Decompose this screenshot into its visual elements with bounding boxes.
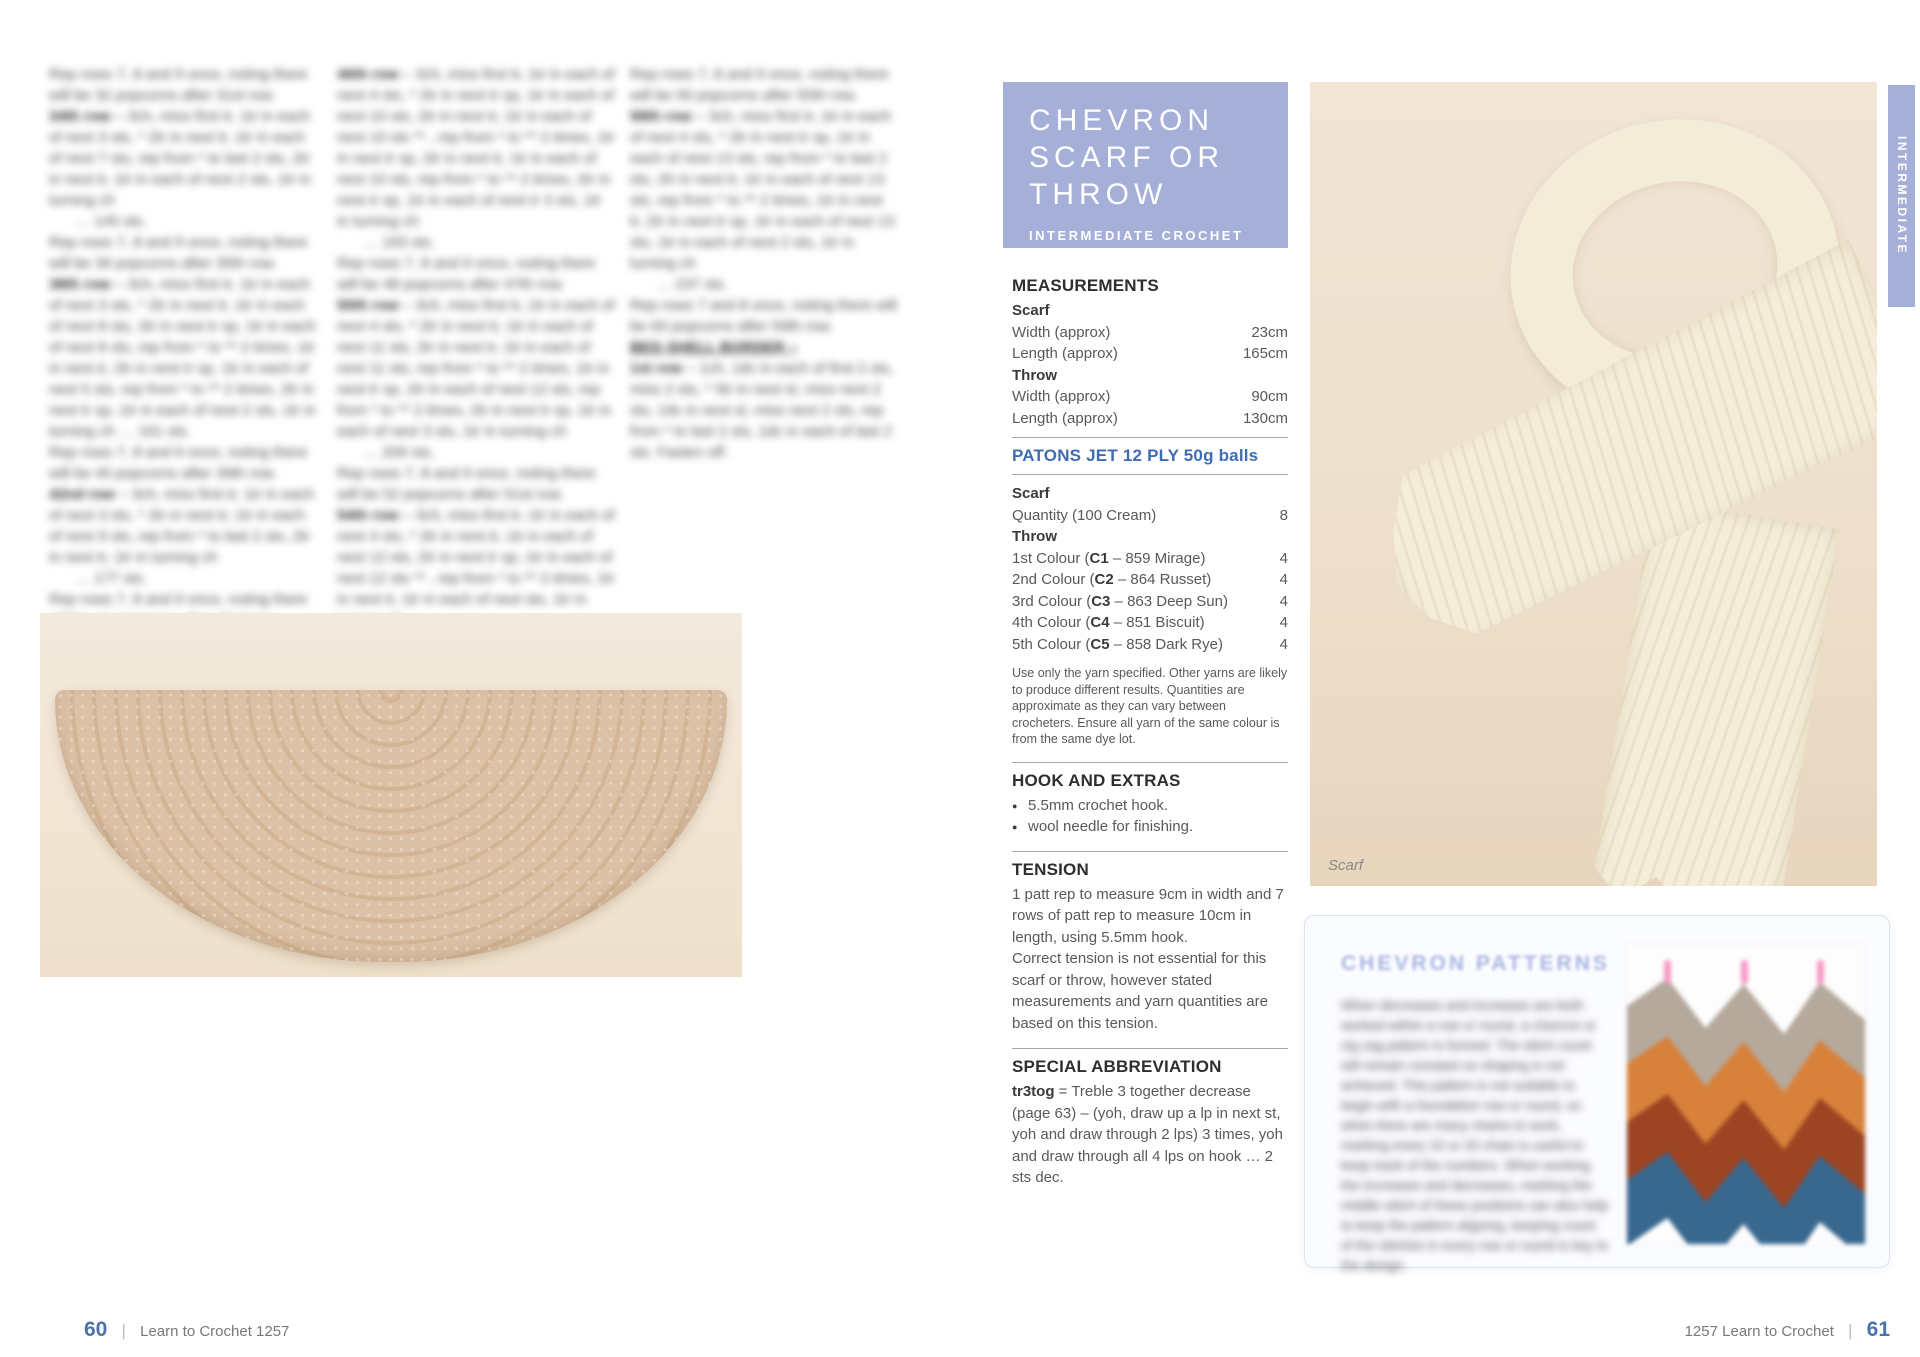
footer-separator: | (1848, 1321, 1853, 1340)
spec-row: Length (approx) 165cm (1012, 345, 1288, 362)
blurred-pattern-line: 58th row – 3ch, miss first tr, 1tr in each of next 4 sts, * 2tr in next tr sp, 1tr in each of next 13 sts, rep from * to last 2 sts, 2tr in next tr, 1tr in each of next 13 sts, rep from * to ** 2 times, 1tr in next tr, 2tr in next tr sp, 1tr in each of next 13 sts, 1tr in each of next 2 sts, 1tr in turning ch (630, 108, 895, 272)
page-number-right: 61 (1866, 1318, 1890, 1341)
tension-text (1012, 884, 1288, 1035)
tension-paragraph: Correct tension is not essential for this scarf or throw, however stated measurements and yarn quantities are based on this tension. (1012, 950, 1268, 1032)
blurred-pattern-line: 1st row – 1ch, 1dc in each of first 2 sts, miss 2 sts, * 5tr in next st, miss next 2 sts, 1dc in next st, miss next 2 sts, rep from * to last 2 sts, 1dc in each of last 2 sts. Fasten off. (630, 360, 894, 461)
tension-paragraph: 1 patt rep to measure 9cm in width and 7 rows of patt rep to measure 10cm in length, using 5.5mm hook. (1012, 885, 1284, 946)
special-abbreviation-heading: SPECIAL ABBREVIATION (1012, 1057, 1222, 1076)
stitch-marker (1817, 960, 1824, 984)
doily-photo (40, 613, 742, 977)
blurred-pattern-line: … 237 sts. (656, 276, 728, 293)
blurred-pattern-line: 34th row – 3ch, miss first tr, 1tr in each of next 3 sts, * 2tr in next tr, 1tr in each of next 7 sts, rep from * to last 2 sts, 2tr in next tr, 1tr in each of next 2 sts, 1tr in turning ch (49, 108, 311, 209)
scarf-photo (1310, 82, 1877, 886)
chevron-box-blurred-text: When decreases and increases are both worked within a row or round, a chevron or zig zag pattern is formed. The stitch count will remain constant so shaping is not achieved. This pattern is not suitable to begin with a foundation row or round, so when there are many chains to work, marking every 10 or 20 chain is useful to keep track of the numbers. When working the increases and decreases, marking the middle stitch of these positions can also help to keep the pattern aligning, keeping count of the stitches in every row or round is key to the design. (1341, 998, 1609, 1273)
yarn-heading: PATONS JET 12 PLY 50g balls (1012, 446, 1259, 465)
footer-right (1685, 1318, 1890, 1342)
left-pattern-column-1 (49, 64, 317, 631)
pattern-title-block (1003, 82, 1288, 248)
spec-row: 1st Colour (C1 – 859 Mirage) 4 (1012, 549, 1288, 567)
spec-row: Throw (1012, 528, 1057, 545)
measurements-table (1012, 300, 1288, 429)
blurred-pattern-line: Rep rows 7, 8 and 9 once, noting there will be 40 popcorns after 39th row. (49, 444, 308, 482)
blurred-pattern-line: … 209 sts. (363, 444, 435, 461)
stitch-marker (1664, 960, 1671, 984)
yarn-table (1012, 483, 1288, 655)
blurred-pattern-line: … 145 sts. (75, 213, 147, 230)
hook-extras-list (1012, 795, 1288, 837)
blurred-pattern-line: BEG SHELL BORDER – (630, 339, 798, 356)
hook-extras-item: ● wool needle for finishing. (1012, 816, 1288, 837)
footer-left (84, 1318, 289, 1342)
stitch-marker (1741, 960, 1748, 984)
spec-row: Width (approx) 90cm (1012, 388, 1288, 405)
spec-row: Scarf (1012, 302, 1050, 319)
page-number-left: 60 (84, 1318, 108, 1341)
hook-extras-heading: HOOK AND EXTRAS (1012, 770, 1181, 790)
left-pattern-column-2 (337, 64, 615, 631)
pattern-title: CHEVRON SCARF OR THROW (1029, 104, 1225, 211)
left-pattern-column-3 (630, 64, 898, 463)
blurred-pattern-line: … 177 sts. (75, 570, 147, 587)
blurred-pattern-line: 50th row – 3ch, miss first tr, 1tr in each of next 4 sts, * 2tr in next tr, 1tr in each of next 11 sts, 2tr in next tr, 1tr in each of next 11 sts, rep from * to ** 2 times, 1tr in next tr sp, 2tr in each of next 12 sts, rep from * to ** 2 times, 2tr in next tr sp, 1tr in each of next 3 sts, 1tr in turning ch (337, 297, 615, 440)
pattern-spec-column (1012, 276, 1288, 1189)
blurred-pattern-line: Rep rows 7, 8 and 9 once, noting there will be 48 popcorns after 47th row. (337, 255, 596, 293)
spec-row: Throw (1012, 366, 1057, 384)
blurred-pattern-line: … 193 sts. (363, 234, 435, 251)
spec-row: 3rd Colour (C3 – 863 Deep Sun) 4 (1012, 592, 1288, 610)
divider (1012, 851, 1288, 852)
chevron-box-title: CHEVRON PATTERNS (1341, 952, 1610, 975)
spec-row: 2nd Colour (C2 – 864 Russet) 4 (1012, 571, 1288, 588)
spec-row: 4th Colour (C4 – 851 Biscuit) 4 (1012, 614, 1288, 631)
blurred-pattern-line: 38th row – 3ch, miss first tr, 1tr in each of next 3 sts, * 2tr in next tr, 1tr in each of next 8 sts, 2tr in next tr sp, 1tr in each of next 8 sts, rep from * to ** 2 times, 1tr in next tr, 2tr in next tr sp, 1tr in each of next 5 sts, rep from * to ** 2 times, 2tr in next tr sp, 1tr in each of next 2 sts, 1tr in turning ch … 161 sts. (49, 276, 316, 440)
tension-heading: TENSION (1012, 859, 1089, 879)
spec-row: Scarf (1012, 485, 1050, 502)
spec-row: 5th Colour (C5 – 858 Dark Rye) 4 (1012, 635, 1288, 653)
footer-separator: | (121, 1321, 126, 1340)
spec-row: Quantity (100 Cream) 8 (1012, 506, 1288, 524)
footer-title-left: Learn to Crochet 1257 (140, 1323, 290, 1340)
footer-title-right: 1257 Learn to Crochet (1684, 1323, 1834, 1340)
blurred-pattern-line: Rep rows 7, 8 and 9 once, noting there (49, 591, 308, 608)
blurred-pattern-line: Rep rows 7, 8 and 9 once, noting there will be 32 popcorns after 31st row. (49, 66, 308, 104)
measurements-heading: MEASUREMENTS (1012, 276, 1159, 295)
photo-caption: Scarf (1328, 857, 1364, 874)
yarn-note: Use only the yarn specified. Other yarns are likely to produce different results. Quantities are approximate as they can vary between crocheters. Ensure all yarn of the same colour is from the same dye lot. (1012, 666, 1288, 746)
blurred-pattern-line: 54th row – 3ch, miss first tr, 1tr in each of next 4 sts, * 2tr in next tr, 1tr in each of next 12 sts, 2tr in next tr sp, 1tr in each of next 12 sts ** , rep from * to ** 2 times, 1tr in next tr, 1tr in each of next sts, 1tr in (337, 507, 615, 608)
chevron-sample-image (1627, 944, 1865, 1244)
chevron-patterns-box (1304, 915, 1890, 1273)
blurred-pattern-line: 42nd row – 3ch, miss first tr, 1tr in each of next 3 sts, * 2tr in next tr, 1tr in each of next 9 sts, rep from * to last 2 sts, 2tr in next tr, 1tr in turning ch (49, 486, 315, 566)
divider (1012, 474, 1288, 475)
spec-row: Width (approx) 23cm (1012, 323, 1288, 341)
pattern-skill-level: INTERMEDIATE CROCHET (1029, 228, 1244, 243)
skill-level-side-tab: INTERMEDIATE (1888, 85, 1915, 307)
blurred-pattern-line: Rep rows 7, 8 and 9 once, noting there will be 36 popcorns after 35th row. (49, 234, 308, 272)
blurred-pattern-line: Rep rows 7 and 8 once, noting there will be 60 popcorns after 59th row. (630, 297, 897, 335)
spec-row: Length (approx) 130cm (1012, 409, 1288, 427)
hook-extras-item: ● 5.5mm crochet hook. (1012, 795, 1288, 816)
divider (1012, 1048, 1288, 1049)
blurred-pattern-line: Rep rows 7, 8 and 9 once, noting there will be 56 popcorns after 55th row. (630, 66, 889, 104)
divider (1012, 762, 1288, 763)
divider (1012, 437, 1288, 438)
blurred-pattern-line: 46th row – 3ch, miss first tr, 1tr in each of next 4 sts, * 2tr in next tr sp, 1tr in each of next 10 sts, 2tr in next tr, 1tr in each of next 10 sts ** , rep from * to ** 2 times, 1tr in next tr sp, 2tr in next tr, 1tr in each of next 10 sts, rep from * to ** 2 times, 2tr in next tr sp, 1tr in each of next tr 3 sts, 1tr in turning ch (337, 66, 615, 230)
blurred-pattern-line: Rep rows 7, 8 and 9 once, noting there will be 52 popcorns after 51st row. (337, 465, 596, 503)
special-abbreviation-text: tr3tog = Treble 3 together decrease (page 63) – (yoh, draw up a lp in next st, yoh and draw through 2 lps) 3 times, yoh and draw through all 4 lps on hook … 2 sts dec. (1012, 1083, 1283, 1186)
doily-crochet-piece (55, 690, 727, 962)
